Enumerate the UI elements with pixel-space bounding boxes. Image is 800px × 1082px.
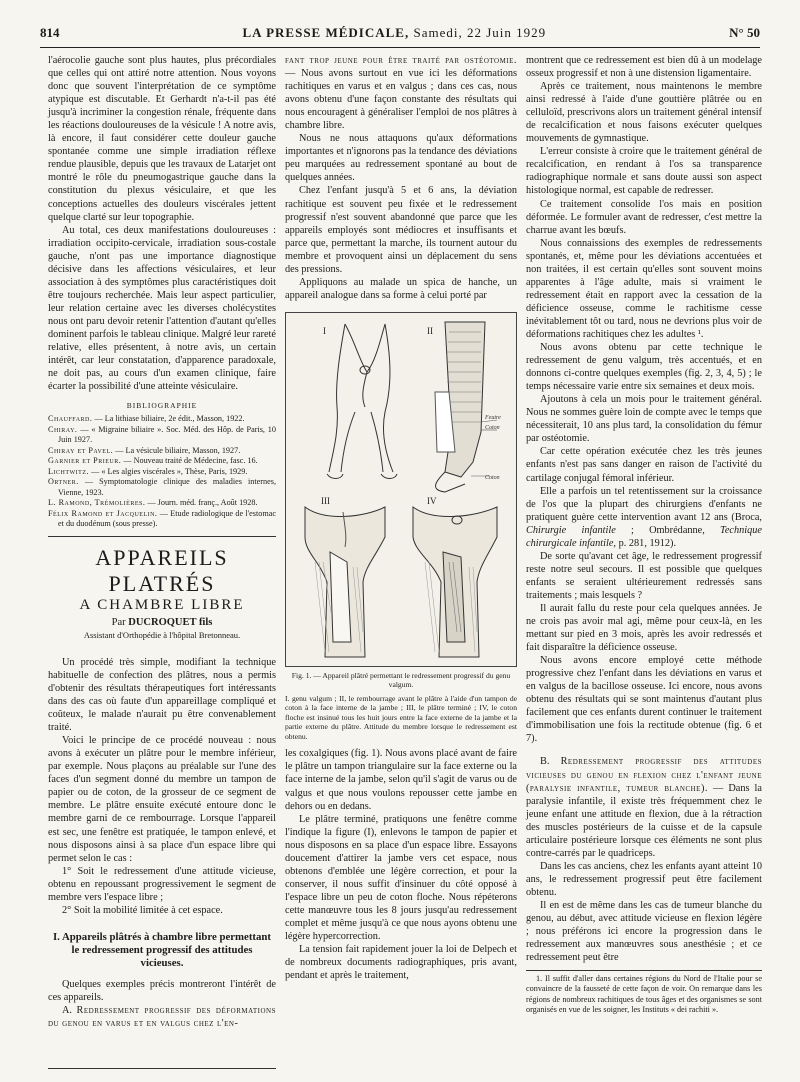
bib-entry: Ortner. — Symptomatologie clinique des maladies internes, Vienne, 1923. xyxy=(48,477,276,497)
column-3 xyxy=(526,54,762,1015)
svg-text:Coton: Coton xyxy=(485,474,500,481)
paragraph: Elle a parfois un tel retentissement sur la croissance de l'os que la plupart des chirurgiens d'enfants ne pratiquent guère cette intervention avant 12 ans (Broca, Chirurgie infantile ; Ombrédanne, Technique chirurgicale infantile, p. 281, 1912). xyxy=(526,485,762,549)
paragraph: fant trop jeune pour être traité par ostéotomie. — Nous avons surtout en vue ici les déformations rachitiques en varus et en valgus ; dans ces cas, nous avons obtenu d'une façon constante des résultats qui nous encouragent à généraliser l'emploi de nos plâtres à chambre libre. xyxy=(285,55,517,132)
paragraph: Le plâtre terminé, pratiquons une fenêtre comme l'indique la figure (I), enlevons le tampon de papier et nous disposons en sa place d'un espace libre. Essayons doucement d'attirer la jambe vers cet espace, nous obtenons d'emblée une légère correction, et pour la conserver, il nous suffit d'insinuer du côté opposé à l'espace libre un peu de coton floche. Nous répéterons cette manœuvre tous les 8 jours jusqu'au redressement complet et même jusqu'à ce que nous ayons obtenu une légère hypercorrection. xyxy=(285,813,517,943)
paragraph: l'aérocolie gauche sont plus hautes, plus précordiales que celles qui ont attiré notre attention. Nous voyons donc que souvent l'interprétation de ce symptôme atypique est discutable. Et Gerhardt n'a-t-il pas été jusqu'à incriminer la congestion rénale, fréquente dans les réactions douloureuses de la vésicule ! A notre avis, là encore, il faut considérer cette douleur gauche spontanée comme une simple irradiation réflexe rendue plausible, depuis que les travaux de Latarjet ont montré le rôle du pneumogastrique gauche dans la constitution du plexus vésiculaire, et que les conceptions actuelles des douleurs viscérales jettent quelque clarté sur leur topographie. xyxy=(48,55,276,223)
paragraph: 2° Soit la mobilité limitée à cet espace. xyxy=(62,904,223,916)
journal-name: LA PRESSE MÉDICALE, xyxy=(242,25,410,40)
paragraph: Dans les cas anciens, chez les enfants ayant atteint 10 ans, le redressement progressif peut être facilement obtenu. xyxy=(526,860,762,898)
caption-title: Fig. 1. — Appareil plâtré permettant le redressement progressif du genu valgum. xyxy=(291,670,511,690)
paragraph: Nous avons encore employé cette méthode progressive chez l'enfant dans les déviations en varus et en valgus de la bacillose osseuse. Ici encore, nous avons obtenu des résultats qui se sont maintenus d'autant plus facilement que ces enfants durent continuer le traitement d'immobilisation une fois la rectitude obtenue (fig. 6 et 7). xyxy=(526,655,762,745)
paragraph: Au total, ces deux manifestations douloureuses : irradiation occipito-cervicale, irradiation sous-costale gauche, n'ont pas une importance diagnostique décisive dans les affections vésiculaires, et leur association à des symptômes plus caractéristiques doit être toujours recherchée. Mais leur aspect particulier, leur relation certaine avec les diverses cholécystites nous ont paru devoir retenir l'attention d'autant qu'elles dominent parfois le tableau clinique. Malgré leur rareté relative, elles présentent, à notre avis, un certain intérêt, car leur constatation, d'apparence paradoxale, ne doit pas, au cours d'un examen clinique, faire écarter la possibilité d'une atteinte vésiculaire. xyxy=(48,224,276,393)
svg-text:Coton: Coton xyxy=(485,424,500,431)
bibliography xyxy=(48,414,276,530)
paragraph: Un procédé très simple, modifiant la technique habituelle de confection des plâtres, nous a permis d'obtenir des résultats thérapeutiques fort intéressants dans des cas où faute d'un appareillage compliqué et coûteux, le malade n'aurait pu être convenablement traité. xyxy=(48,656,276,734)
paragraph: Chez l'enfant jusqu'à 5 et 6 ans, la déviation rachitique est souvent peu fixée et le redressement progressif n'est souvent abandonné que parce que les appareils employés sont médiocres et insuffisants et parce que, permettant la marche, ils tournent autour du membre et provoquent ainsi un déplacement du sens des pressions. xyxy=(285,185,517,275)
page-number: 814 xyxy=(40,25,60,40)
bib-entry: Chauffard. — La lithiase biliaire, 2e édit., Masson, 1922. xyxy=(48,414,245,424)
paragraph: Quelques exemples précis montreront l'intérêt de ces appareils. xyxy=(48,978,276,1003)
paragraph: Il en est de même dans les cas de tumeur blanche du genou, au début, avec attitude vicieuse en flexion légère ; nous préférons ici encore la progression dans le redressement aux manœuvres sous anesthésie ; et ce redressement peut être xyxy=(526,900,762,964)
bib-entry: Garnier et Prieur. — Nouveau traité de Médecine, fasc. 16. xyxy=(48,456,258,466)
figure-1 xyxy=(285,312,517,667)
paragraph: 1° Soit le redressement d'une attitude vicieuse, obtenu en repoussant progressivement le segment de membre vers l'espace libre ; xyxy=(48,865,276,903)
byline: Par DUCROQUET fils xyxy=(111,616,213,628)
column-2 xyxy=(285,54,517,982)
paragraph: Il aurait fallu du reste pour cela quelques années. Je ne crois pas avoir mal agi, même pour ceux-là, en les mettant sur pied en 3 mois, après les avoir redressés et fait disparaître la déficience osseuse. xyxy=(526,602,762,654)
leg-cast-illustration xyxy=(285,312,517,667)
section-heading: I. Appareils plâtrés à chambre libre permettant le redressement progressif des attitudes vicieuses. xyxy=(52,930,272,969)
article-title: APPAREILS PLATRÉS xyxy=(95,544,229,596)
divider xyxy=(48,536,276,537)
paragraph: Ce traitement consolide l'os mais en position déformée. Le formuler avant de redresser, c'est mettre la charrue avant les bœufs. xyxy=(526,198,762,236)
paragraph: De sorte qu'avant cet âge, le redressement progressif reste notre seul secours. Il est possible que quelques enfants se seraient ultérieurement redressés sans traitements ; mais lesquels ? xyxy=(526,550,762,601)
paragraph: B. Redressement progressif des attitudes vicieuses du genou en flexion chez l'enfant jeune (paralysie infantile, tumeur blanche). — Dans la paralysie infantile, il existe très fréquemment chez le jeune enfant une attitude en flexion, due à la rétraction des muscles postérieurs de la cuisse et de la capsule articulaire postérieure lorsque ces éléments ne sont plus contre-carrés par le quadriceps. xyxy=(526,756,762,859)
article-subtitle: A CHAMBRE LIBRE xyxy=(79,596,245,613)
figure-caption xyxy=(285,671,517,742)
paragraph: Voici le principe de ce procédé nouveau : nous avons à exécuter un plâtre pour le membre inférieur, par exemple. Nous plaçons au préalable sur l'une des faces d'un segment donné du membre un tampon de papier ou de coton, de la grosseur de ce segment de membre. Le plâtre ensuite exécuté entoure donc le membre garni de ce rembourrage. Lorsque l'appareil est sec, une fenêtre est pratiquée, le tampon enlevé, et nous disposons ainsi à sa place d'un espace libre qui permet selon le cas : xyxy=(48,735,276,864)
paragraph: Nous ne nous attaquons qu'aux déformations importantes et n'ignorons pas la tendance des déviations peu marquées au redressement spontané au bout de quelques années. xyxy=(285,133,517,184)
column-divider-bottom-line xyxy=(48,1068,276,1069)
paragraph: Appliquons au malade un spica de hanche, un appareil analogue dans sa forme à celui porté par xyxy=(285,276,517,301)
issue-number: N° 50 xyxy=(729,25,760,40)
paragraph: Après ce traitement, nous maintenons le membre ainsi redressé à l'aide d'une gouttière plâtrée ou en celluloïd, prescrivons alors un traitement général intensif de recalcification et nous faisons exécuter quelques mouvements de gymnastique. xyxy=(526,81,762,145)
paragraph: Nous avons obtenu par cette technique le redressement de genu valgum, très accentués, et en donnons ci-contre quelques exemples (fig. 2, 3, 4, 5) ; le temps nécessaire varie entre six semaines et deux mois. xyxy=(526,342,762,393)
issue-date: Samedi, 22 Juin 1929 xyxy=(413,25,547,40)
bib-entry: Félix Ramond et Jacquelin. — Etude radiologique de l'estomac et du duodénum (sous presse). xyxy=(48,508,276,529)
svg-text:II: II xyxy=(427,325,433,336)
bib-entry: L. Ramond, Trémolières. — Journ. méd. franç., Août 1928. xyxy=(48,498,258,508)
svg-text:IV: IV xyxy=(427,495,437,506)
paragraph: A. Redressement progressif des déformations du genou en varus et en valgus chez l'en- xyxy=(48,1004,276,1029)
paragraph: L'erreur consiste à croire que le traitement général de recalcification, en rendant à l'os sa transparence radiographique normale et sans doute aussi son aspect histologique normal, est capable de redresser. xyxy=(526,146,762,197)
bib-entry: Lichtwitz. — « Les algies viscérales », Thèse, Paris, 1929. xyxy=(48,466,248,476)
page-header xyxy=(40,22,760,48)
paragraph: montrent que ce redressement est bien dû à un modelage osseux progressif et non à une distension ligamentaire. xyxy=(526,55,762,80)
author: DUCROQUET fils xyxy=(128,616,213,628)
svg-text:Feutre: Feutre xyxy=(485,414,501,421)
paragraph: les coxalgiques (fig. 1). Nous avons placé avant de faire le plâtre un tampon triangulaire sur la face externe ou la face interne de la jambe, selon qu'il s'agit de varus ou de valgus et que nous voulons repousser cette jambe en dehors ou en dedans. xyxy=(285,748,517,812)
bib-entry: Chiray et Pavel. — La vésicule biliaire, Masson, 1927. xyxy=(48,445,241,455)
svg-text:III: III xyxy=(321,495,330,506)
svg-text:I: I xyxy=(323,325,326,336)
bibliography-heading: BIBLIOGRAPHIE xyxy=(126,401,198,411)
paragraph: Ajoutons à cela un mois pour le traitement général. Nous ne sommes guère loin de compte avec le temps que nécessiterait, 10 ans plus tard, la consolidation du fémur par ostéotomie. xyxy=(526,394,762,445)
caption-text: I. genu valgum ; II, le rembourrage avant le plâtre à l'aide d'un tampon de coton à la face interne de la jambe ; III, le plâtre terminé ; IV, le coton floche est insinué tous les huit jours entre la face externe de la jambe et la partie externe du plâtre. Attitude du membre lorsque le redressement est obtenu. xyxy=(285,693,517,741)
paragraph: Car cette opération exécutée chez les très jeunes enfants n'est pas sans danger en raison de l'activité du cartilage conjugal fémoral inférieur. xyxy=(526,446,762,484)
paragraph: La tension fait rapidement jouer la loi de Delpech et de nombreux documents radiographiques, pris avant, pendant et après le traitement, xyxy=(285,944,517,982)
paragraph: Nous connaissions des exemples de redressements spontanés, et, même pour les déviations accentuées et non traitées, il est certain qu'elles sont souvent moins apparentes à l'âge adulte, mais si vraiment le redressement était en rapport avec la cessation de la déficience osseuse, comme le rachitisme cesse inévitablement tôt ou tard, nous ne devrions plus voir de déformations rachitiques chez les adultes ¹. xyxy=(526,237,762,340)
column-1 xyxy=(48,54,276,1030)
journal-title xyxy=(243,25,547,41)
affiliation: Assistant d'Orthopédie à l'hôpital Bretonneau. xyxy=(83,629,241,640)
bib-entry: Chiray. — « Migraine biliaire ». Soc. Méd. des Hôp. de Paris, 10 Juin 1927. xyxy=(48,424,276,445)
footnote: 1. Il suffit d'aller dans certaines régions du Nord de l'Italie pour se convaincre de la fausseté de cette façon de voir. On remarque dans les régions de nombreux rachitiques de tous âges et des organismes se sont organisés en vue de les soigner, les Instituts « dei rachiti ». xyxy=(526,970,762,1015)
